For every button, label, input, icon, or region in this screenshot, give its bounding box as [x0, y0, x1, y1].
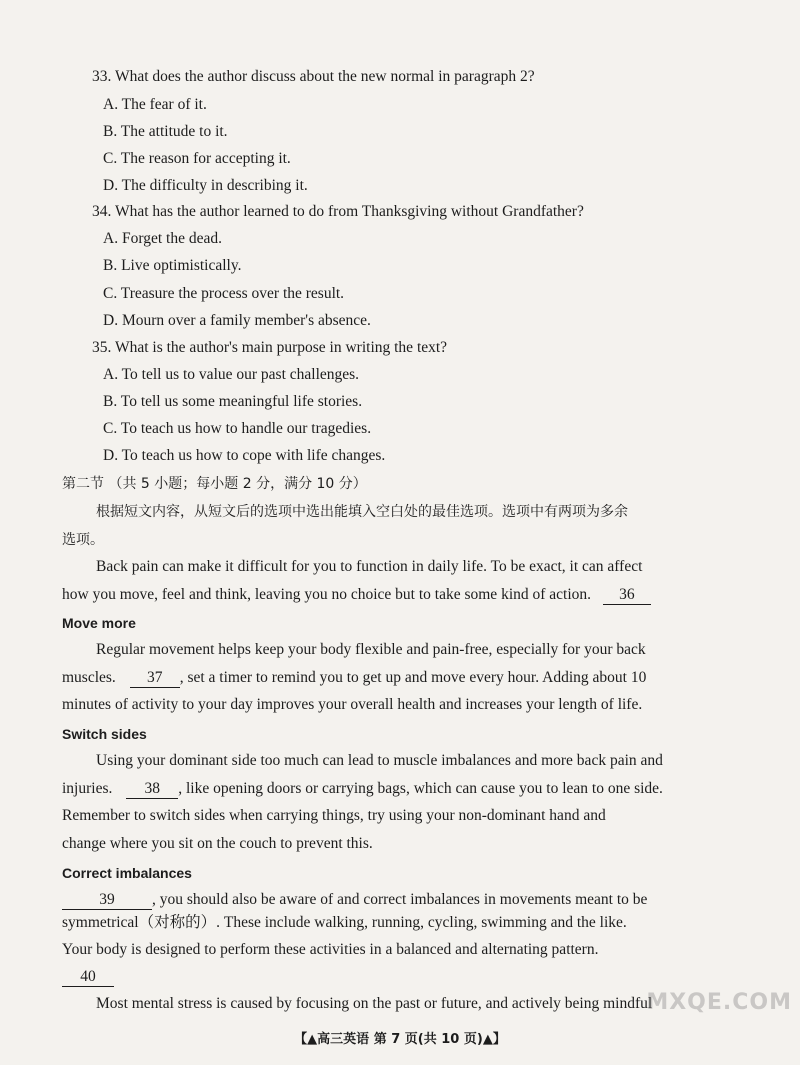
- passage-p3-line2: [62, 778, 663, 800]
- passage-p2-line2: [62, 667, 646, 689]
- q35-option-d: D. To teach us how to cope with life changes.: [103, 447, 386, 464]
- passage-p5-line1: Most mental stress is caused by focusing on the past or future, and actively being mindful: [96, 995, 653, 1012]
- passage-p3-line2-end: , like opening doors or carrying bags, which can cause you to lean to one side.: [178, 780, 663, 797]
- q33-option-c: C. The reason for accepting it.: [103, 150, 291, 167]
- blank-40: 40: [62, 968, 114, 987]
- q33-option-b: B. The attitude to it.: [103, 123, 228, 140]
- passage-p4-line2: symmetrical（对称的）. These include walking, running, cycling, swimming and the like.: [62, 914, 627, 931]
- passage-p4-line1-text: , you should also be aware of and correct imbalances in movements meant to be: [152, 891, 648, 908]
- subheading-switch-sides: Switch sides: [62, 726, 147, 742]
- passage-p3-line3: Remember to switch sides when carrying things, try using your non-dominant hand and: [62, 807, 606, 824]
- section-heading: 第二节 （共 5 小题；每小题 2 分，满分 10 分）: [62, 476, 367, 492]
- question-33-stem: 33. What does the author discuss about the new normal in paragraph 2?: [92, 68, 535, 85]
- section-instruction-line2: 选项。: [62, 532, 104, 548]
- page-footer: 【▲高三英语 第 7 页(共 10 页)▲】: [294, 1032, 506, 1047]
- passage-p2-line1: Regular movement helps keep your body flexible and pain-free, especially for your back: [96, 641, 646, 658]
- passage-p1-line1: Back pain can make it difficult for you to function in daily life. To be exact, it can affect: [96, 558, 643, 575]
- q35-option-c: C. To teach us how to handle our tragedies.: [103, 420, 372, 437]
- blank-38: 38: [126, 780, 178, 799]
- blank-39: 39: [62, 891, 152, 910]
- q35-option-b: B. To tell us some meaningful life stories.: [103, 393, 363, 410]
- passage-p2-line3: minutes of activity to your day improves your overall health and increases your length of life.: [62, 696, 643, 713]
- passage-p2-line2-start: muscles.: [62, 669, 116, 686]
- blank-37: 37: [130, 669, 180, 688]
- q33-option-d: D. The difficulty in describing it.: [103, 177, 308, 194]
- passage-p1-line2: [62, 584, 651, 606]
- section-instruction-line1: 根据短文内容，从短文后的选项中选出能填入空白处的最佳选项。选项中有两项为多余: [96, 504, 628, 520]
- subheading-move-more: Move more: [62, 615, 136, 631]
- passage-p3-line1: Using your dominant side too much can lead to muscle imbalances and more back pain and: [96, 752, 663, 769]
- watermark-logo: MXQE.COM: [646, 990, 792, 1015]
- passage-p3-line2-start: injuries.: [62, 780, 113, 797]
- question-35-stem: 35. What is the author's main purpose in writing the text?: [92, 339, 448, 356]
- q35-option-a: A. To tell us to value our past challenges.: [103, 366, 360, 383]
- passage-p4-line1: [62, 889, 647, 911]
- passage-p3-line4: change where you sit on the couch to prevent this.: [62, 835, 373, 852]
- blank-40-line: [62, 966, 114, 988]
- subheading-correct-imbalances: Correct imbalances: [62, 865, 192, 881]
- q33-option-a: A. The fear of it.: [103, 96, 207, 113]
- q34-option-b: B. Live optimistically.: [103, 257, 242, 274]
- q34-option-c: C. Treasure the process over the result.: [103, 285, 345, 302]
- q34-option-a: A. Forget the dead.: [103, 230, 222, 247]
- question-34-stem: 34. What has the author learned to do from Thanksgiving without Grandfather?: [92, 203, 584, 220]
- passage-p2-line2-end: , set a timer to remind you to get up and move every hour. Adding about 10: [179, 669, 647, 686]
- passage-p4-line3: Your body is designed to perform these activities in a balanced and alternating pattern.: [62, 941, 599, 958]
- passage-p1-line2-text: how you move, feel and think, leaving you no choice but to take some kind of action.: [62, 586, 592, 603]
- blank-36: 36: [603, 586, 651, 605]
- q34-option-d: D. Mourn over a family member's absence.: [103, 312, 371, 329]
